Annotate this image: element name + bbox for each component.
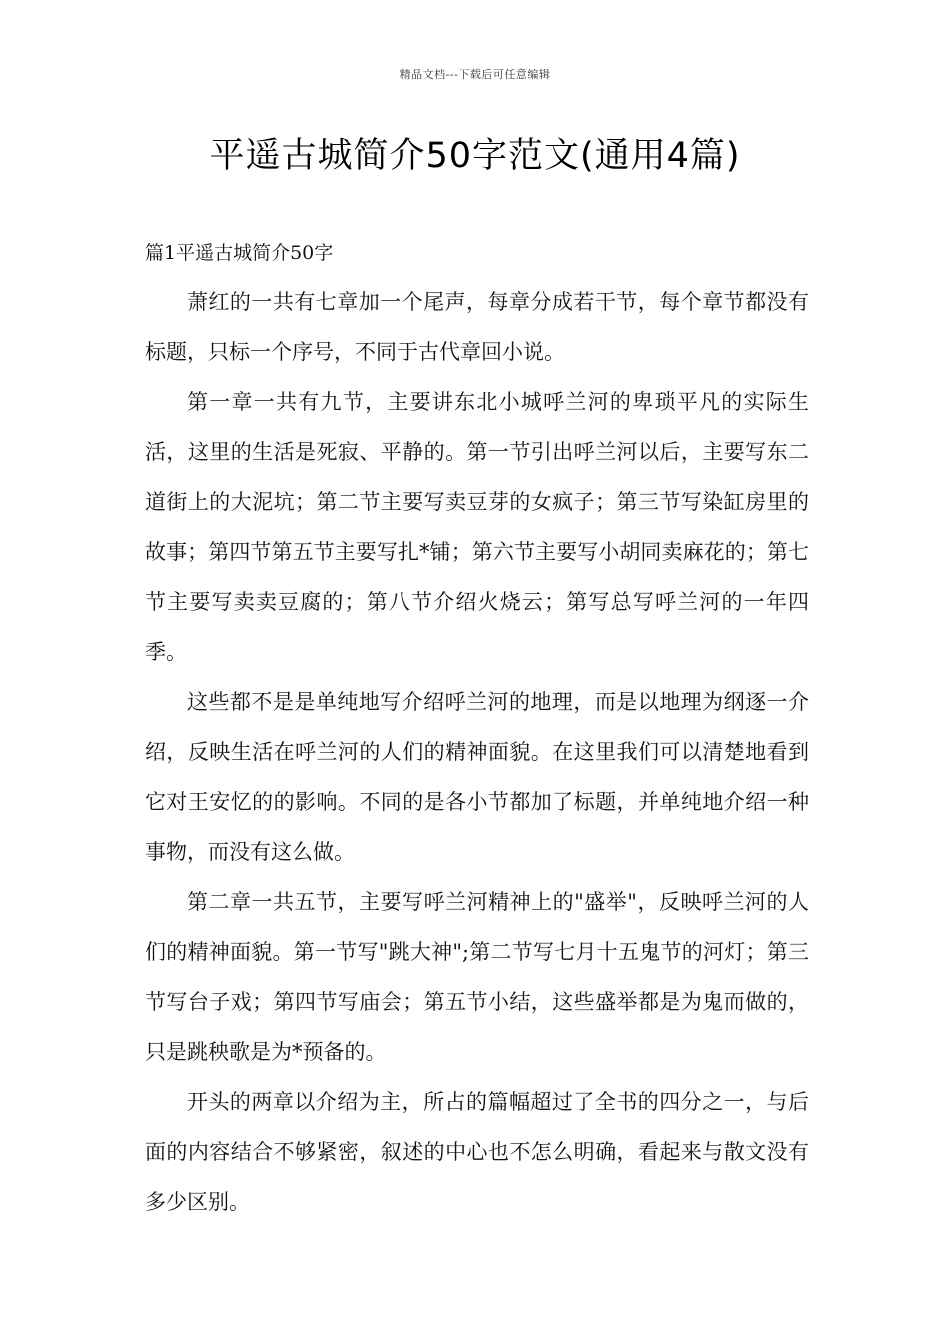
document-title: 平遥古城简介50字范文(通用4篇) xyxy=(209,136,741,176)
paragraph: 萧红的一共有七章加一个尾声，每章分成若干节，每个章节都没有标题，只标一个序号，不同于古代章回小说。 xyxy=(145,290,809,364)
header-note: 精品文档---下载后可任意编辑 xyxy=(399,68,551,81)
section-heading: 篇1平遥古城简介50字 xyxy=(145,242,334,264)
paragraph: 开头的两章以介绍为主，所占的篇幅超过了全书的四分之一，与后面的内容结合不够紧密，叙述的中心也不怎么明确，看起来与散文没有多少区别。 xyxy=(145,1090,809,1214)
paragraph: 第一章一共有九节，主要讲东北小城呼兰河的卑琐平凡的实际生活，这里的生活是死寂、平静的。第一节引出呼兰河以后，主要写东二道街上的大泥坑；第二节主要写卖豆芽的女疯子；第三节写染缸房里的故事；第四节第五节主要写扎*铺；第六节主要写小胡同卖麻花的；第七节主要写卖卖豆腐的；第八节介绍火烧云；第写总写呼兰河的一年四季。 xyxy=(145,390,809,664)
paragraph: 这些都不是是单纯地写介绍呼兰河的地理，而是以地理为纲逐一介绍，反映生活在呼兰河的人们的精神面貌。在这里我们可以清楚地看到它对王安忆的的影响。不同的是各小节都加了标题，并单纯地介绍一种事物，而没有这么做。 xyxy=(145,690,809,864)
paragraph: 第二章一共五节，主要写呼兰河精神上的"盛举"，反映呼兰河的人们的精神面貌。第一节写"跳大神";第二节写七月十五鬼节的河灯；第三节写台子戏；第四节写庙会；第五节小结，这些盛举都是为鬼而做的，只是跳秧歌是为*预备的。 xyxy=(145,890,809,1064)
body-text xyxy=(145,277,809,1227)
